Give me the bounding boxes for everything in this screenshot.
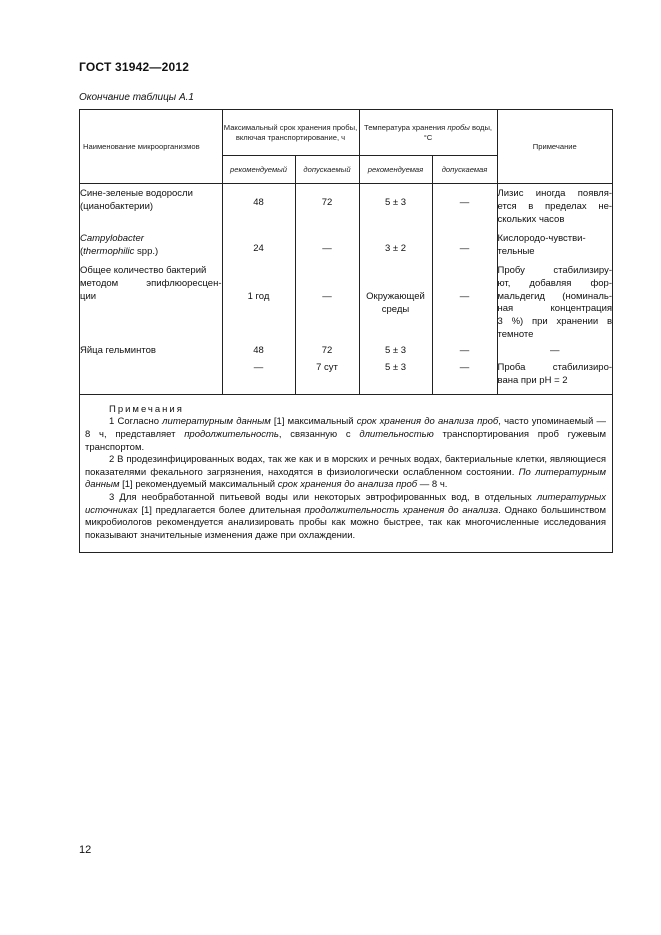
note-2: 2 В продезинфицированных водах, так же как и в морских и речных водах, бактериальные клетки, являющиеся показателями фекального загрязнения, находятся в физиологически ослабленном состоянии. По литературным данным [1] рекомендуемый максимальный срок хранения до анализа проб — 8 ч. — [85, 454, 606, 491]
table-row — [80, 184, 612, 234]
cell-note: Пробу стабилизиру- ют, добавляя фор- мальдегид (номиналь- ная концентрация 3 %) при хранении в темноте — [497, 265, 612, 345]
cell-recommended-time: 24 — [222, 233, 295, 265]
notes-block — [80, 395, 612, 552]
cell-recommended-time: 48 — [222, 345, 295, 362]
cell-note: Лизис иногда появля- ется в пределах не- скольких часов — [497, 184, 612, 234]
header-allowed-time: допускаемый — [295, 156, 359, 184]
cell-recommended-temp: 5 ± 3 — [359, 362, 432, 394]
cell-organism — [80, 362, 222, 394]
header-max-storage: Максимальный срок хранения пробы, включая транспортирование, ч — [222, 110, 359, 156]
cell-allowed-time: — — [295, 265, 359, 345]
header-note: Примечание — [497, 110, 612, 184]
cell-recommended-temp: 5 ± 3 — [359, 345, 432, 362]
table-row — [80, 265, 612, 345]
header-allowed-temp: допускаемая — [432, 156, 497, 184]
cell-recommended-time: — — [222, 362, 295, 394]
cell-recommended-temp: Окружающей среды — [359, 265, 432, 345]
notes-title: Примечания — [109, 403, 184, 415]
cell-allowed-temp: — — [432, 233, 497, 265]
cell-organism: Яйца гельминтов — [80, 345, 222, 362]
storage-table — [80, 110, 612, 395]
cell-allowed-time: — — [295, 233, 359, 265]
header-name: Наименование микроорганизмов — [80, 110, 222, 184]
cell-allowed-temp: — — [432, 184, 497, 234]
cell-recommended-temp: 3 ± 2 — [359, 233, 432, 265]
table-row — [80, 345, 612, 362]
cell-note: Кислородо-чувстви- тельные — [497, 233, 612, 265]
cell-allowed-temp: — — [432, 265, 497, 345]
note-3: 3 Для необработанной питьевой воды или некоторых эвтрофированных вод, в отдельных литературных источниках [1] предлагается более длительная продолжительность хранения до анализа. Однако большинством микробиологов рекомендуется анализировать пробы как можно быстрее, так как многочисленные исследования показывают значительные изменения даже при охлаждении. — [85, 492, 606, 541]
cell-recommended-time: 48 — [222, 184, 295, 234]
cell-note: Проба стабилизиро- вана при pH = 2 — [497, 362, 612, 394]
header-recommended-time: рекомендуемый — [222, 156, 295, 184]
cell-allowed-time: 7 сут — [295, 362, 359, 394]
cell-allowed-temp: — — [432, 362, 497, 394]
table-frame — [79, 109, 613, 553]
cell-organism: Общее количество бактерий методом эпифлюоресцен- ции — [80, 265, 222, 345]
table-row — [80, 362, 612, 394]
cell-recommended-temp: 5 ± 3 — [359, 184, 432, 234]
cell-allowed-temp: — — [432, 345, 497, 362]
note-1: 1 Согласно литературным данным [1] максимальный срок хранения до анализа проб, часто упоминаемый — 8 ч, представляет продолжительность, связанную с длительностью транспортирования проб гужевым транспортом. — [85, 416, 607, 453]
table-caption: Окончание таблицы А.1 — [79, 92, 194, 103]
cell-organism: Сине-зеленые водоросли (цианобактерии) — [80, 184, 222, 234]
cell-organism: Campylobacter (thermophilic spp.) — [80, 233, 222, 265]
cell-allowed-time: 72 — [295, 184, 359, 234]
table-row — [80, 233, 612, 265]
cell-recommended-time: 1 год — [222, 265, 295, 345]
document-code: ГОСТ 31942—2012 — [79, 60, 190, 74]
header-temperature: Температура хранения пробы воды, °С — [359, 110, 497, 156]
cell-allowed-time: 72 — [295, 345, 359, 362]
cell-note: — — [497, 345, 612, 362]
page-number: 12 — [79, 844, 92, 856]
header-recommended-temp: рекомендуемая — [359, 156, 432, 184]
